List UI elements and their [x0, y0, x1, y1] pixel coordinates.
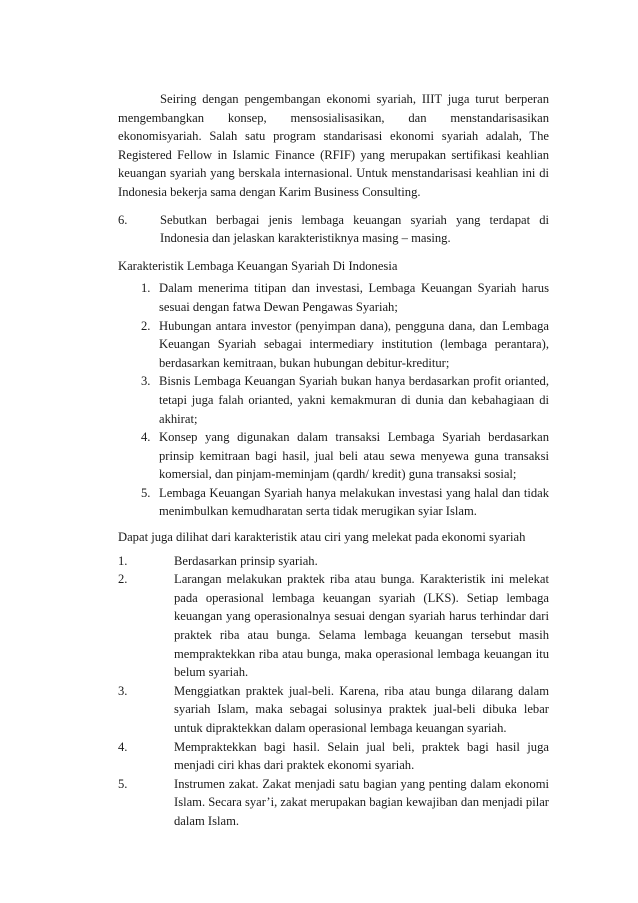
item-number: 2.	[141, 318, 151, 333]
list-item	[118, 682, 549, 738]
ciri-list	[118, 552, 549, 831]
list-item	[118, 738, 549, 775]
list-item	[118, 428, 549, 484]
item-text: Menggiatkan praktek jual-beli. Karena, riba atau bunga dilarang dalam syariah Islam, maka sebagai solusinya praktek jual-beli dibuka lebar untuk dipraktekkan dalam operasional lembaga keuangan syariah.	[174, 683, 549, 735]
item-text: Instrumen zakat. Zakat menjadi satu bagian yang penting dalam ekonomi Islam. Secara syar’i, zakat merupakan bagian kewajiban dan menjadi pilar dalam Islam.	[174, 776, 549, 828]
karakteristik-list	[118, 279, 549, 521]
item-number: 3.	[141, 374, 151, 389]
list-item	[118, 279, 549, 316]
item-number: 5.	[141, 485, 151, 500]
item-number: 5.	[118, 776, 128, 791]
section-heading-karakteristik: Karakteristik Lembaga Keuangan Syariah Di Indonesia	[118, 258, 398, 273]
item-text: Bisnis Lembaga Keuangan Syariah bukan hanya berdasarkan profit orianted, tetapi juga falah orianted, yakni kemakmuran di dunia dan kebahagiaan di akhirat;	[159, 374, 549, 426]
item-text: Mempraktekkan bagi hasil. Selain jual beli, praktek bagi hasil juga menjadi ciri khas dari praktek ekonomi syariah.	[174, 739, 549, 773]
item-text: Lembaga Keuangan Syariah hanya melakukan investasi yang halal dan tidak menimbulkan kemudharatan serta tidak merugikan syiar Islam.	[159, 485, 549, 519]
item-number: 1.	[118, 553, 128, 568]
item-number: 4.	[141, 430, 151, 445]
section-heading-ciri: Dapat juga dilihat dari karakteristik atau ciri yang melekat pada ekonomi syariah	[118, 530, 526, 545]
item-text: Dalam menerima titipan dan investasi, Lembaga Keuangan Syariah harus sesuai dengan fatwa Dewan Pengawas Syariah;	[159, 281, 549, 314]
item-number: 4.	[118, 739, 128, 754]
item-number: 1.	[141, 281, 151, 296]
list-item	[118, 484, 549, 521]
list-item	[118, 317, 549, 373]
question-number: 6.	[118, 212, 128, 227]
question-6	[118, 211, 549, 248]
list-item	[118, 552, 549, 571]
list-item	[118, 570, 549, 682]
item-text: Berdasarkan prinsip syariah.	[174, 553, 318, 568]
item-text: Hubungan antara investor (penyimpan dana), pengguna dana, dan Lembaga Keuangan Syariah sebagai intermediary institution (lembaga perantara), berdasarkan kemitraan, bukan hubungan debitur-kreditur;	[159, 318, 549, 370]
item-text: Larangan melakukan praktek riba atau bunga. Karakteristik ini melekat pada operasional lembaga keuangan syariah (LKS). Setiap lembaga keuangan yang operasionalnya sesuai dengan syariah harus terhindar dari praktek riba atau bunga. Selama lembaga keuangan tersebut masih mempraktekkan riba atau bunga, maka operasional lembaga keuangan itu belum syariah.	[174, 572, 549, 680]
item-number: 2.	[118, 572, 128, 587]
list-item	[118, 775, 549, 831]
item-number: 3.	[118, 683, 128, 698]
intro-paragraph: Seiring dengan pengembangan ekonomi syariah, IIIT juga turut berperan mengembangkan konsep, mensosialisasikan, dan menstandarisasikan ekonomisyariah. Salah satu program standarisasi ekonomi syariah adalah, The Registered Fellow in Islamic Finance (RFIF) yang merupakan sertifikasi keahlian keuangan syariah yang berskala internasional. Untuk menstandarisasi keahlian ini di Indonesia bekerja sama dengan Karim Business Consulting.	[118, 92, 549, 199]
list-item	[118, 372, 549, 428]
item-text: Konsep yang digunakan dalam transaksi Lembaga Syariah berdasarkan prinsip kemitraan bagi hasil, jual beli atau sewa menyewa guna transaksi komersial, dan pinjam-meminjam (qardh/ kredit) guna transaksi sosial;	[159, 430, 549, 482]
question-text: Sebutkan berbagai jenis lembaga keuangan syariah yang terdapat di Indonesia dan jelaskan karakteristiknya masing – masing.	[160, 212, 549, 246]
